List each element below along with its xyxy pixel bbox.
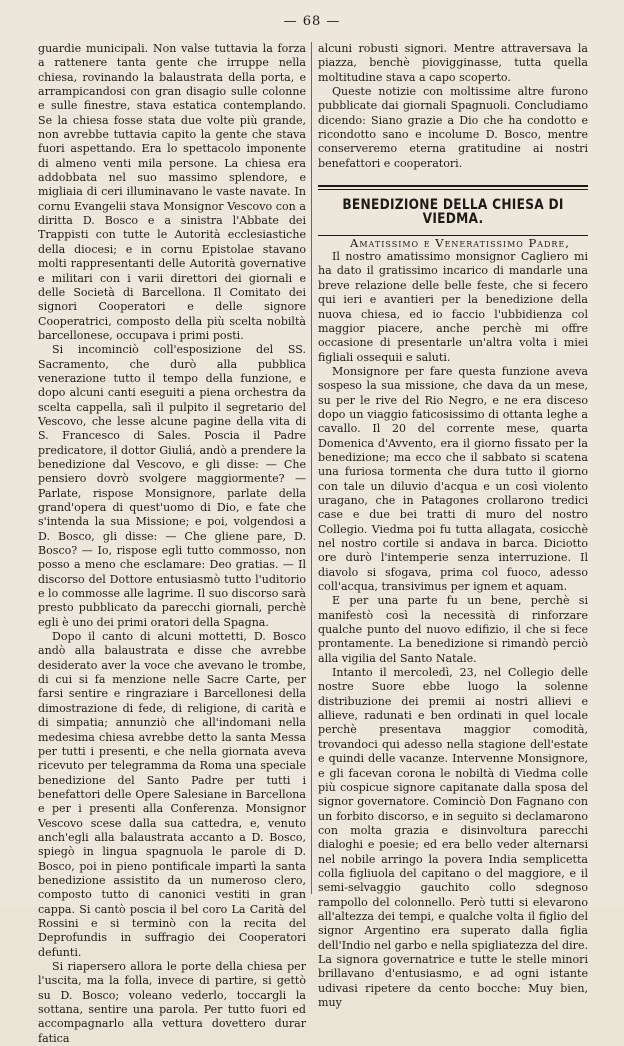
paragraph: Si riapersero allora le porte della chiesa per l'uscita, ma la folla, invece di partire, si gettò su D. Bosco; voleano vederlo, toccargli la sottana, sentire una parola. Per tutto fuori ed accompagnarlo alla vettura dovettero durar fatica — [38, 960, 306, 1045]
paragraph: E per una parte fu un bene, perchè si manifestò così la necessità di rinforzare qualche punto del nuovo edifizio, il che si fece prontamente. La benedizione si rimandò perciò alla vigilia del Santo Natale. — [318, 594, 588, 665]
section-rule-top-thin — [318, 189, 588, 190]
column-divider — [311, 42, 312, 894]
paragraph: Intanto il mercoledì, 23, nel Collegio delle nostre Suore ebbe luogo la solenne distribuzione dei premii ai nostri allievi e allieve, radunati e ben ordinati in quel locale perchè presentava maggior comodità, trovandoci qui adesso nella stagione dell'estate e quindi delle vacanze. Intervenne Monsignore, e gli facevan corona le nobiltà di Viedma colle più cospicue signore capitanate dalla sposa del signor governatore. Cominciò Don Fagnano con un forbito discorso, e in seguito si declamarono con molta grazia e disinvoltura parecchi dialoghi e poesie; ed era bello veder alternarsi nel nobile arringo la povera India semplicetta colla figliuola del capitano o del maggiore, e il semi-selvaggio gauchito collo sdegnoso rampollo del colonnello. Però tutti si elevarono all'altezza dei tempi, e qualche volta il figlio del signor Argentino era superato dalla figlia dell'Indio nel garbo e nella spigliatezza del dire. La signora governatrice e tutte le stelle minori brillavano d'entusiasmo, e ad ogni istante udivasi ripetere da cento bocche: Muy bien, muy — [318, 666, 588, 1009]
paragraph: Si incominciò coll'esposizione del SS. Sacramento, che durò alla pubblica venerazione tutto il tempo della funzione, e dopo alcuni canti eseguiti a piena orchestra da scelta cappella, salì il pulpito il segretario del Vescovo, che lesse alcune pagine della vita di S. Francesco di Sales. Poscia il Padre predicatore, il dottor Giuliá, andò a prendere la benedizione dal Vescovo, e gli disse: — Che pensiero dovrò svolgere maggiormente? — Parlate, rispose Monsignore, parlate della grand'opera di quest'uomo di Dio, e fate che s'intenda la sua Missione; e poi, volgendosi a D. Bosco, gli disse: — Che gliene pare, D. Bosco? — Io, rispose egli tutto commosso, non posso a meno che esclamare: Deo gratias. — Il discorso del Dottore entusiasmò tutto l'uditorio e lo commosse alle lagrime. Il suo discorso sarà presto pubblicato da parecchi giornali, perchè egli è uno dei primi oratori della Spagna. — [38, 343, 307, 629]
right-column — [318, 42, 588, 1009]
paragraph: Dopo il canto di alcuni mottetti, D. Bosco andò alla balaustrata e disse che avrebbe desiderato aver la voce che avevano le trombe, di cui si fa menzione nelle Sacre Carte, per farsi sentire e ringraziare i Barcellonesi della dimostrazione di fede, di religione, di carità e di simpatia; annunziò che all'indomani nella medesima chiesa avrebbe detto la santa Messa per tutti i presenti, e che nella giornata aveva ricevuto per telegramma da Roma una speciale benedizione del Santo Padre per tutti i benefattori delle Opere Salesiane in Barcellona e per i presenti alla Conferenza. Monsignor Vescovo scese dalla sua cattedra, e, venuto anch'egli alla balaustrata accanto a D. Bosco, spiegò in lingua spagnuola le parole di D. Bosco, poi in pieno pontificale impartì la santa benedizione assistito da un numeroso clero, composto tutto di canonici vestiti in gran cappa. Si cantò poscia il bel coro La Carità del Rossini e si terminò con la recita del Deprofundis in suffragio dei Cooperatori defunti. — [38, 630, 306, 959]
page-number: — 68 — — [283, 14, 341, 29]
section-rule-top — [318, 185, 588, 187]
section-title: BENEDIZIONE DELLA CHIESA DI VIEDMA. — [342, 197, 564, 228]
paragraph: guardie municipali. Non valse tuttavia la forza a rattenere tanta gente che irruppe nella chiesa, rovinando la balaustrata della porta, e arrampicandosi con gran disagio sulle colonne e sulle finestre, stava estatica contemplando. Se la chiesa fosse stata due volte più grande, non avrebbe tuttavia capito la gente che stava fuori aspettando. Era lo spettacolo imponente di almeno venti mila persone. La chiesa era addobbata nel suo massimo splendore, e migliaia di ceri illuminavano le vaste navate. In cornu Evangelii stava Monsignor Vescovo con a diritta D. Bosco e a sinistra l'Abbate dei Trappisti con tutte le Autorità ecclesiastiche della diocesi; e in cornu Epistolae stavano molti rappresentanti delle Autorità governative e militari con i varii direttori dei giornali e delle Società di Barcellona. Il Comitato dei signori Cooperatori e delle signore Cooperatrici, composto della più scelta nobiltà barcellonese, occupava i primi posti. — [38, 42, 306, 342]
paragraph: alcuni robusti signori. Mentre attraversava la piazza, benchè piovigginasse, tutta quella moltitudine stava a capo scoperto. — [318, 42, 588, 84]
paragraph: Queste notizie con moltissime altre furono pubblicate dai giornali Spagnuoli. Concludiamo dicendo: Siano grazie a Dio che ha condotto e ricondotto sano e incolume D. Bosco, mentre conserveremo eterna gratitudine ai nostri benefattori e cooperatori. — [318, 85, 588, 170]
left-column — [38, 42, 307, 1045]
paragraph: Monsignore per fare questa funzione aveva sospeso la sua missione, che dava da un mese, su per le rive del Rio Negro, e ne era disceso dopo un viaggio faticosissimo di ottanta leghe a cavallo. Il 20 del corrente mese, quarta Domenica d'Avvento, era il giorno fissato per la benedizione; ma ecco che il sabbato si scatena una furiosa tormenta che dura tutto il giorno con tale un diluvio d'acqua e un così violento uragano, che in Patagones crollarono tredici case e due bei tratti di muro del nostro Collegio. Viedma poi fu tutta allagata, cosicchè nel nostro cortile si andava in barca. Diciotto ore durò l'intemperie senza interruzione. Il diavolo si sfogava, prima col fuoco, adesso coll'acqua, transivimus per ignem et aquam. — [318, 364, 588, 594]
paragraph: Il nostro amatissimo monsignor Cagliero mi ha dato il gratissimo incarico di mandarle una breve relazione delle belle feste, che si fecero qui ieri e avantieri per la benedizione della nuova chiesa, ed io faccio l'ubbidienza col maggior piacere, anche perchè mi offre occasione di presentarle un'altra volta i miei figliali ossequii e saluti. — [318, 250, 588, 364]
section-header — [318, 185, 588, 236]
letter-salutation: Amatissimo e Veneratissimo Padre, — [350, 235, 570, 250]
